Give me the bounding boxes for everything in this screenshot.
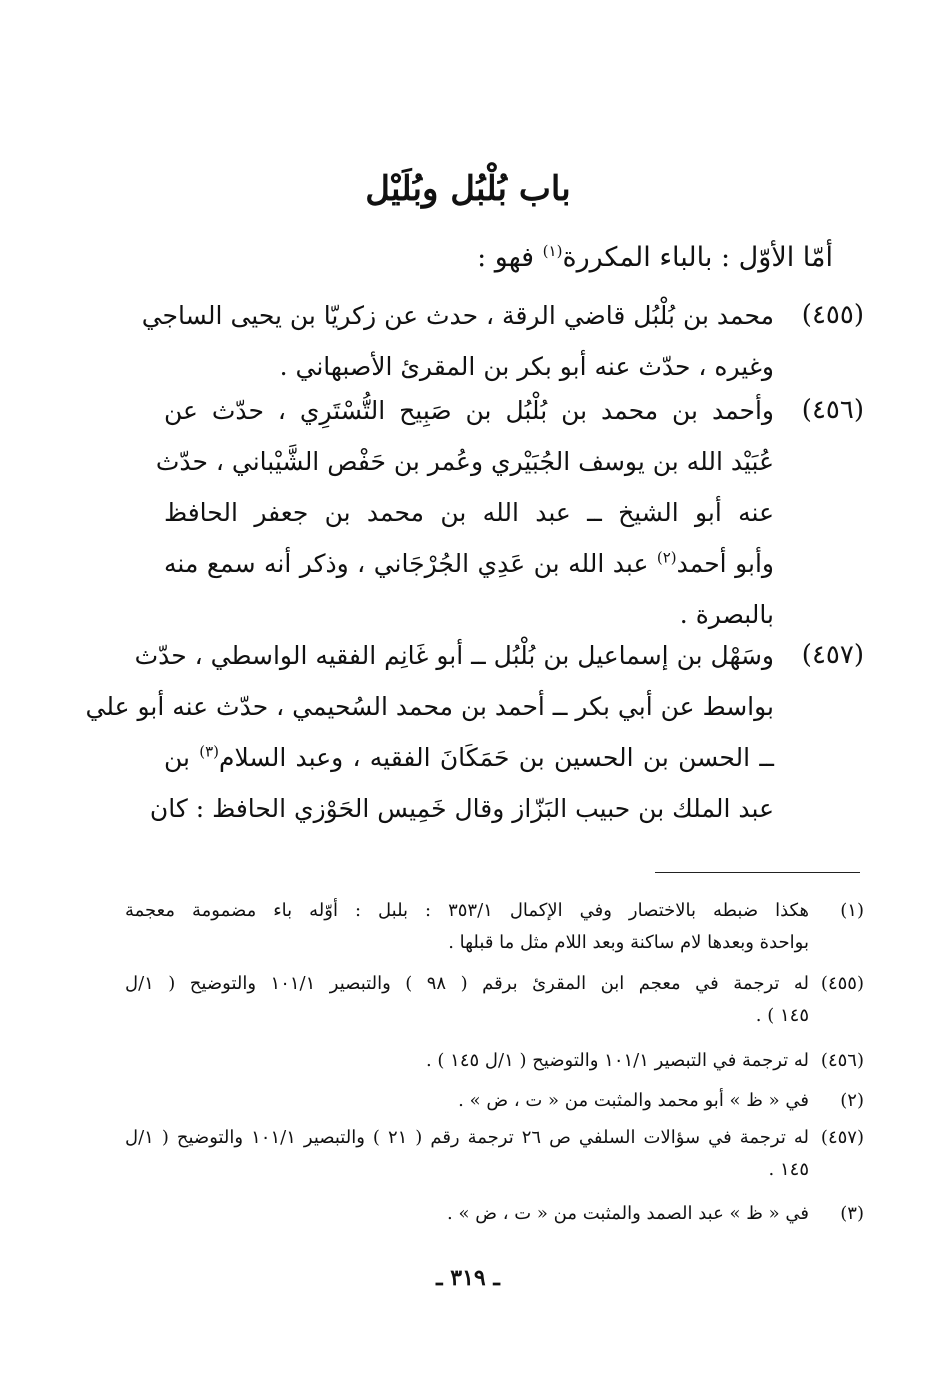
entry-number: (٤٥٧) xyxy=(801,640,864,670)
entry-line: وسَهْل بن إسماعيل بن بُلْبُل ــ أبو غَانِم الفقيه الواسطي ، حدّث xyxy=(134,641,774,670)
entry-line-part: ــ الحسن بن الحسين بن حَمَكَانَ الفقيه ، وعبد السلام xyxy=(219,743,774,772)
entry-line: عنه أبو الشيخ ــ عبد الله بن محمد بن جعفر الحافظ xyxy=(164,498,774,527)
footnote-number: (٤٥٥) xyxy=(820,973,864,994)
entry-line-part: بن xyxy=(164,743,200,772)
entry-number: (٤٥٥) xyxy=(801,300,864,330)
footnote-ref-3: (٣) xyxy=(199,742,220,761)
entry-body xyxy=(155,385,774,640)
footnote-number: (٤٥٦) xyxy=(820,1050,864,1071)
footnote-divider xyxy=(655,872,860,873)
footnote-number: (٤٥٧) xyxy=(820,1127,864,1148)
entry-line: بواسط عن أبي بكر ــ أحمد بن محمد السُحيمي ، حدّث عنه أبو علي xyxy=(85,692,774,721)
intro-line xyxy=(133,238,833,278)
entry-line xyxy=(164,732,774,783)
footnote-line: هكذا ضبطه بالاختصار وفي الإكمال ٣٥٣/١ : بلبل : أوّله باء مضمومة معجمة xyxy=(125,900,809,921)
footnote-body xyxy=(125,1122,809,1186)
footnote-body xyxy=(125,895,809,959)
footnote-line: له ترجمة في سؤالات السلفي ص ٢٦ ترجمة رقم ( ٢١ ) والتبصير ١٠١/١ والتوضيح ( ١/ل xyxy=(125,1127,809,1148)
page-number: ـ ٣١٩ ـ xyxy=(436,1265,500,1291)
entry-line: محمد بن بُلْبُل قاضي الرقة ، حدث عن زكريّا بن يحيى الساجي xyxy=(141,301,774,330)
entry-line: وغيره ، حدّث عنه أبو بكر بن المقرئ الأصبهاني . xyxy=(279,352,774,381)
footnote-line: في « ظ » أبو محمد والمثبت من « ت ، ض » . xyxy=(458,1090,809,1111)
footnote-ref-2: (٢) xyxy=(656,548,677,567)
footnote-body xyxy=(125,1198,809,1230)
footnote-line: في « ظ » عبد الصمد والمثبت من « ت ، ض » . xyxy=(447,1203,809,1224)
entry-line: عبد الملك بن حبيب البَزّاز وقال خَمِيس الحَوْزي الحافظ : كان xyxy=(149,794,774,823)
entry-number: (٤٥٦) xyxy=(801,395,864,425)
entry-line: وأحمد بن محمد بن بُلْبُل بن صَبِيح التُّسْتَرِي ، حدّث عن xyxy=(164,396,774,425)
entry-line xyxy=(164,538,774,589)
entry-line-part: عبد الله بن عَدِي الجُرْجَاني ، وذكر أنه سمع منه xyxy=(164,549,657,578)
footnote-line: ١٤٥ ) . xyxy=(755,1005,809,1026)
intro-after: فهو : xyxy=(477,242,543,273)
footnote-body xyxy=(125,1085,809,1117)
intro-text: أمّا الأوّل : بالباء المكررة xyxy=(562,242,833,273)
footnote-line: له ترجمة في معجم ابن المقرئ برقم ( ٩٨ ) والتبصير ١٠١/١ والتوضيح ( ١/ل xyxy=(125,973,810,994)
entry-line-part: وأبو أحمد xyxy=(676,549,774,578)
footnote-body xyxy=(125,968,809,1032)
footnote-line: له ترجمة في التبصير ١٠١/١ والتوضيح ( ١/ل ١٤٥ ) . xyxy=(425,1050,809,1071)
footnote-line: ١٤٥ . xyxy=(768,1159,809,1180)
footnote-number: (٢) xyxy=(840,1090,864,1111)
entry-line: بالبصرة . xyxy=(679,600,774,629)
entry-line: عُبَيْد الله بن يوسف الجُبَيْري وعُمر بن حَفْص الشَّيْباني ، حدّث xyxy=(155,447,774,476)
entry-body xyxy=(141,290,774,392)
entry-body xyxy=(85,630,774,834)
chapter-title: باب بُلْبُل وبُلَيْل xyxy=(365,169,571,209)
footnote-number: (٣) xyxy=(840,1203,864,1224)
footnote-number: (١) xyxy=(840,900,864,921)
footnote-body xyxy=(125,1045,809,1077)
footnote-ref-1: (١) xyxy=(542,242,563,260)
footnote-line: بواحدة وبعدها لام ساكنة وبعد اللام مثل ما قبلها . xyxy=(448,932,809,953)
